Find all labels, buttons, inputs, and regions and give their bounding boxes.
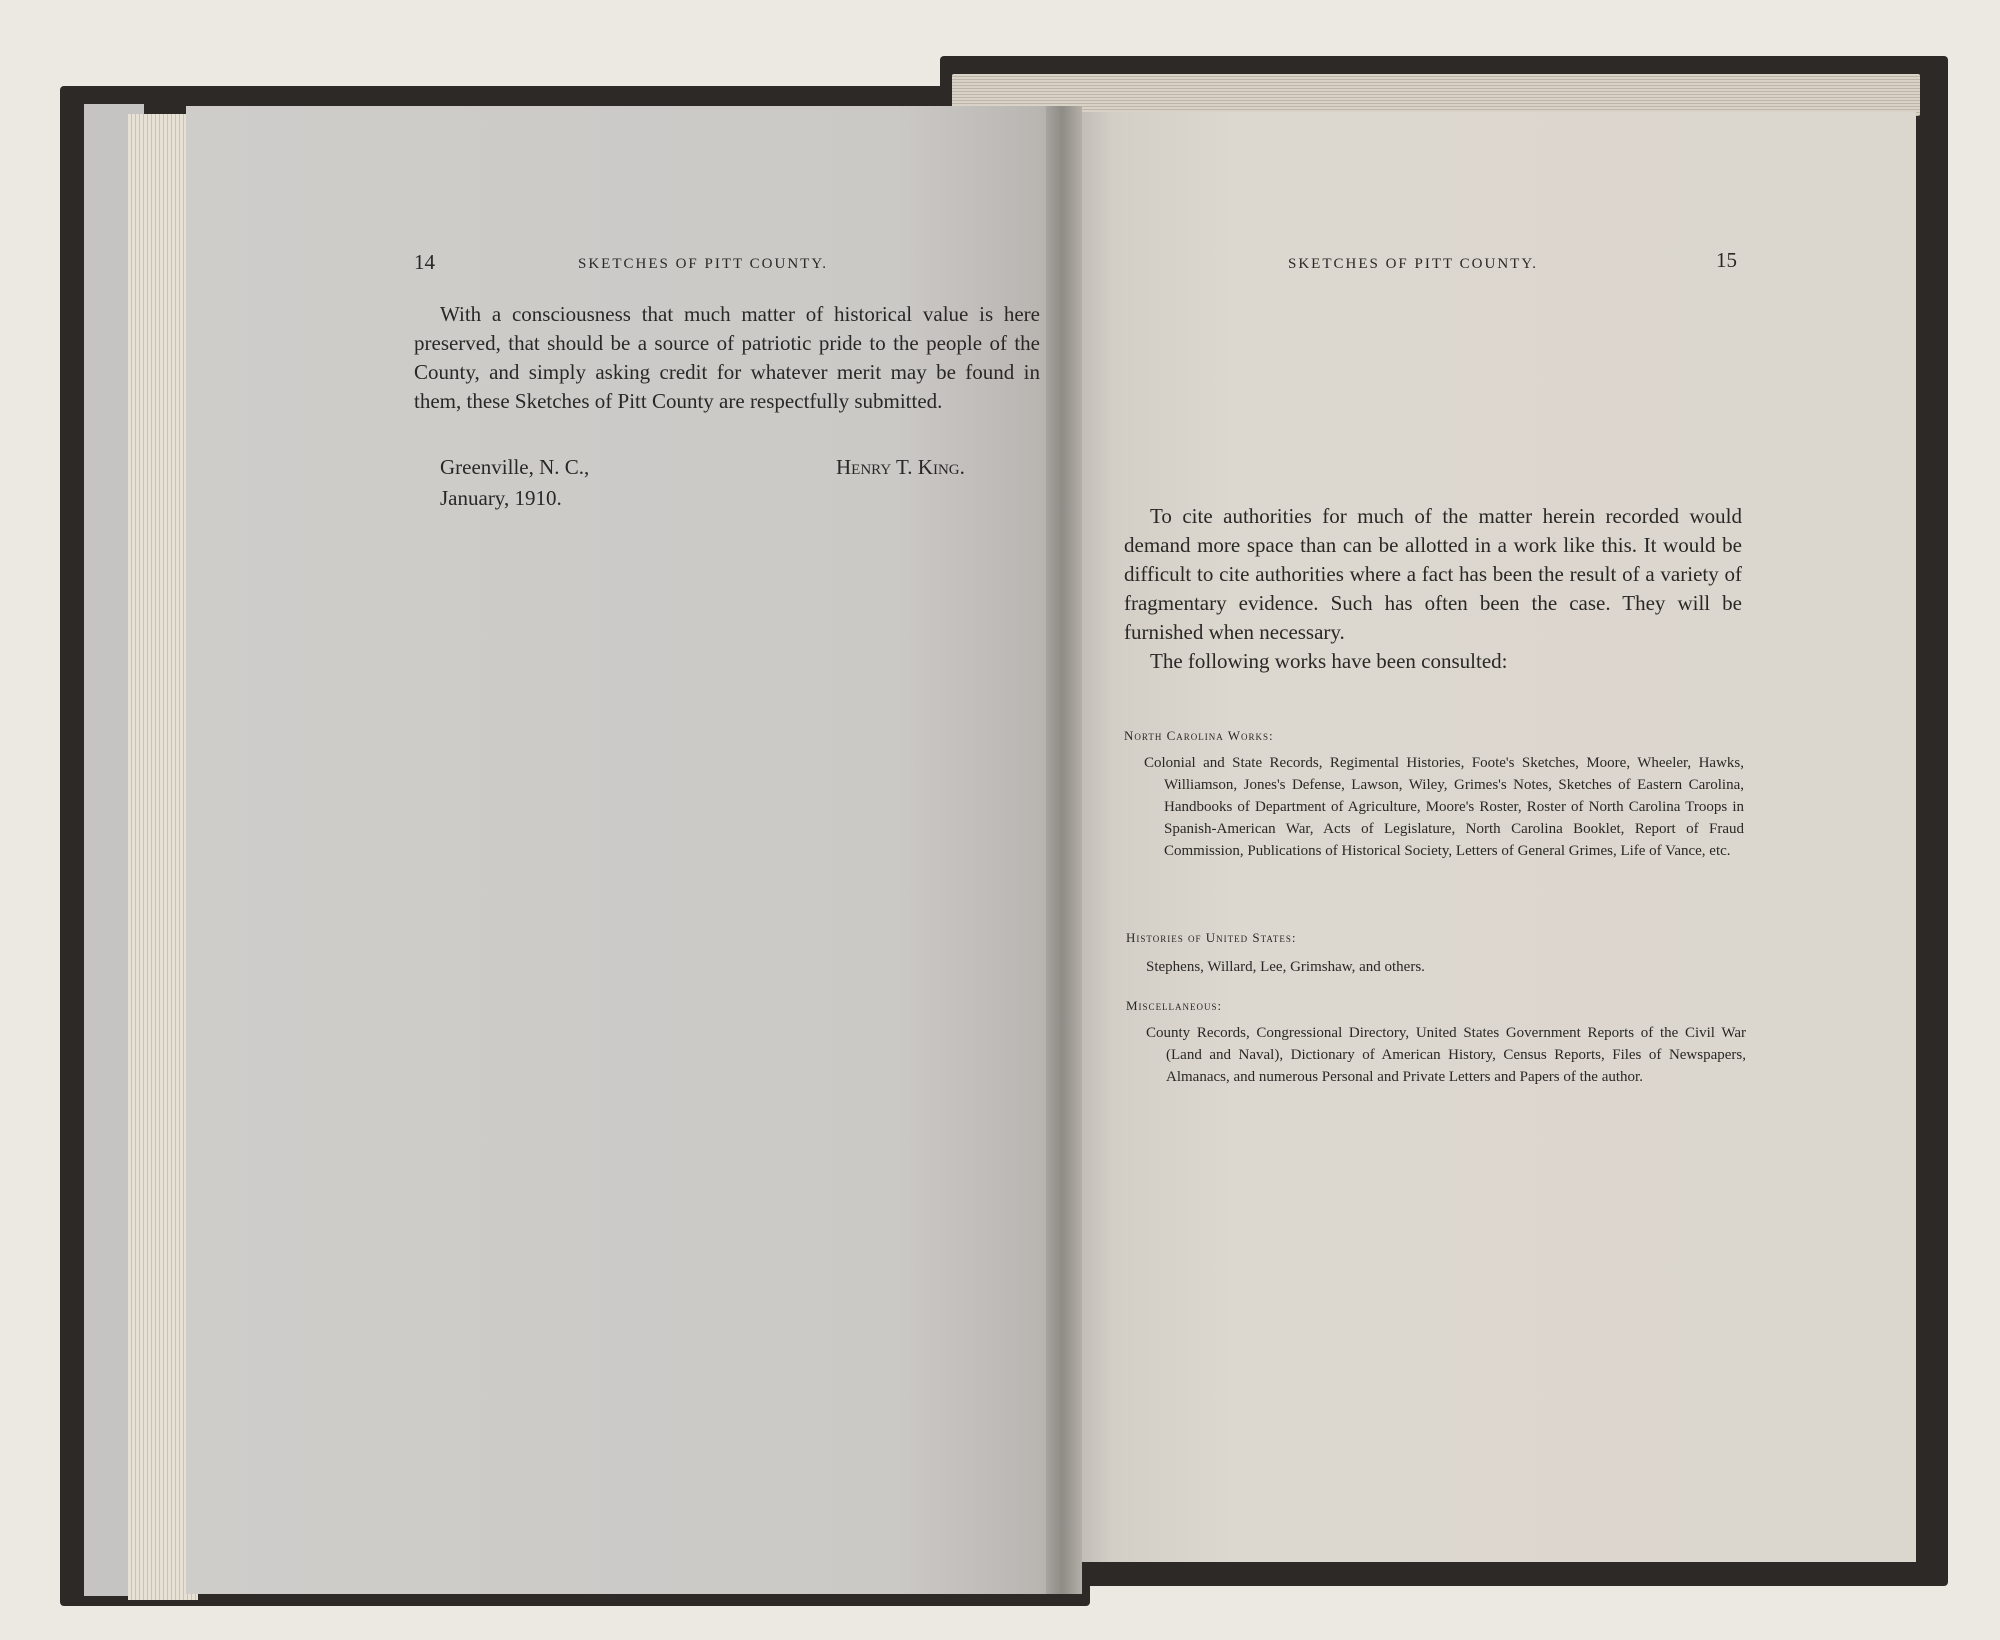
authorities-paragraph: [1124, 502, 1742, 676]
consulted-line: The following works have been consulted:: [1150, 649, 1508, 673]
section-heading-miscellaneous: Miscellaneous:: [1126, 998, 1223, 1013]
section-text-nc-works: Colonial and State Records, Regimental Histories, Foote's Sketches, Moore, Wheeler, Hawks, Williamson, Jones's Defense, Lawson, Wiley, Grimes's Notes, Sketches of Eastern Carolina, Handbooks of Department of Agriculture, Moore's Roster, Roster of North Carolina Troops in Spanish-American War, Acts of Legislature, North Carolina Booklet, Report of Fraud Commission, Publications of Historical Society, Letters of General Grimes, Life of Vance, etc.: [1144, 755, 1744, 859]
signature-author: Henry T. King.: [836, 455, 965, 479]
signature-place: Greenville, N. C.,: [440, 455, 590, 479]
section-text-miscellaneous: County Records, Congressional Directory, United States Government Reports of the Civil War (Land and Naval), Dictionary of American History, Census Reports, Files of Newspapers, Almanacs, and numerous Personal and Private Letters and Papers of the author.: [1146, 1025, 1746, 1085]
book-gutter: [1046, 106, 1082, 1594]
authorities-paragraph-text: To cite authorities for much of the matter herein recorded would demand more space than can be allotted in a work like this. It would be difficult to cite authorities where a fact has been the result of a variety of fragmentary evidence. Such has often been the case. They will be furnished when necessary.: [1124, 504, 1742, 644]
section-body-miscellaneous: [1146, 1022, 1746, 1088]
running-head-right: SKETCHES OF PITT COUNTY.: [1288, 256, 1538, 272]
section-heading-nc-works: North Carolina Works:: [1124, 728, 1274, 743]
page-number-left: 14: [414, 250, 435, 274]
section-body-nc-works: [1144, 752, 1744, 862]
page-number-right: 15: [1716, 248, 1737, 272]
running-head-left: SKETCHES OF PITT COUNTY.: [578, 256, 828, 272]
section-heading-us-histories: Histories of United States:: [1126, 930, 1297, 945]
section-body-us-histories: [1146, 956, 1746, 978]
section-text-us-histories: Stephens, Willard, Lee, Grimshaw, and others.: [1146, 959, 1425, 975]
closing-paragraph: [414, 300, 1040, 416]
signature-date: January, 1910.: [440, 486, 562, 510]
closing-paragraph-text: With a consciousness that much matter of historical value is here preserved, that should be a source of patriotic pride to the people of the County, and simply asking credit for whatever merit may be found in them, these Sketches of Pitt County are respectfully submitted.: [414, 302, 1040, 413]
page-block-edge-top: [952, 74, 1920, 116]
